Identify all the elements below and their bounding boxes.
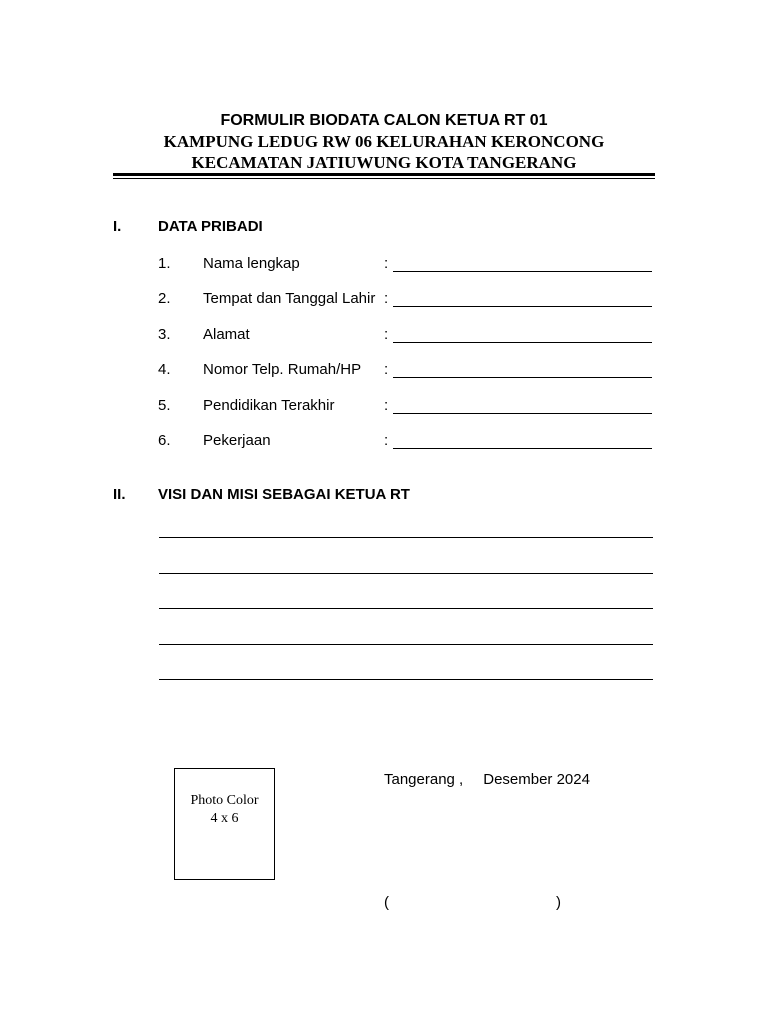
visi-misi-blank-line[interactable] xyxy=(159,679,653,680)
field-colon: : xyxy=(384,326,389,343)
field-label: Tempat dan Tanggal Lahir xyxy=(203,290,376,307)
photo-label: Photo Color xyxy=(190,793,259,808)
signature-place-date xyxy=(384,771,590,788)
field-nomor-telp xyxy=(158,361,654,381)
field-number: 1. xyxy=(158,255,171,272)
field-number: 5. xyxy=(158,397,171,414)
signature-place: Tangerang , xyxy=(384,771,464,788)
field-blank-line[interactable] xyxy=(393,377,652,378)
field-blank-line[interactable] xyxy=(393,306,652,307)
signature-open-paren: ( xyxy=(384,894,389,911)
field-colon: : xyxy=(384,255,389,272)
field-colon: : xyxy=(384,432,389,449)
section-title: VISI DAN MISI SEBAGAI KETUA RT xyxy=(158,486,410,503)
field-blank-line[interactable] xyxy=(393,413,652,414)
form-header xyxy=(113,110,655,173)
field-nama-lengkap xyxy=(158,255,654,275)
section-title: DATA PRIBADI xyxy=(158,218,263,235)
visi-misi-blank-line[interactable] xyxy=(159,573,653,574)
form-subtitle-district: KECAMATAN JATIUWUNG KOTA TANGERANG xyxy=(191,153,577,172)
form-subtitle-location: KAMPUNG LEDUG RW 06 KELURAHAN KERONCONG xyxy=(163,132,605,151)
field-blank-line[interactable] xyxy=(393,342,652,343)
header-rule-thin xyxy=(113,178,655,179)
field-alamat xyxy=(158,326,654,346)
visi-misi-blank-line[interactable] xyxy=(159,537,653,538)
field-blank-line[interactable] xyxy=(393,448,652,449)
field-colon: : xyxy=(384,361,389,378)
field-number: 4. xyxy=(158,361,171,378)
field-label: Nomor Telp. Rumah/HP xyxy=(203,361,362,378)
field-colon: : xyxy=(384,290,389,307)
field-number: 3. xyxy=(158,326,171,343)
field-label: Nama lengkap xyxy=(203,255,300,272)
section-number: II. xyxy=(113,486,126,503)
field-label: Pekerjaan xyxy=(203,432,271,449)
signature-date: Desember 2024 xyxy=(483,771,590,788)
field-label: Alamat xyxy=(203,326,250,343)
field-blank-line[interactable] xyxy=(393,271,652,272)
field-number: 2. xyxy=(158,290,171,307)
visi-misi-blank-line[interactable] xyxy=(159,608,653,609)
form-title: FORMULIR BIODATA CALON KETUA RT 01 xyxy=(220,112,548,129)
photo-box xyxy=(174,768,275,880)
header-rule-thick xyxy=(113,173,655,176)
field-number: 6. xyxy=(158,432,171,449)
field-pendidikan-terakhir xyxy=(158,397,654,417)
field-colon: : xyxy=(384,397,389,414)
signature-close-paren: ) xyxy=(556,894,561,911)
visi-misi-blank-line[interactable] xyxy=(159,644,653,645)
field-tempat-tanggal-lahir xyxy=(158,290,654,310)
photo-size: 4 x 6 xyxy=(210,811,239,826)
field-label: Pendidikan Terakhir xyxy=(203,397,335,414)
field-pekerjaan xyxy=(158,432,654,452)
section-number: I. xyxy=(113,218,122,235)
